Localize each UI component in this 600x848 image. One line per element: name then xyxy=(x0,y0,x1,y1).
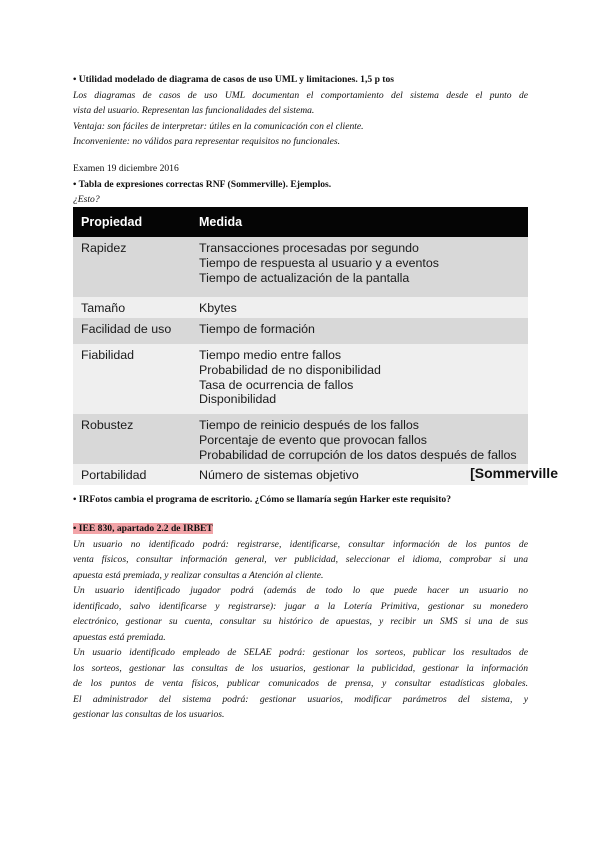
paragraph-line: Un usuario identificado empleado de SELAE podrá: gestionar los sorteos, publicar los resultados de xyxy=(73,647,528,658)
table-row xyxy=(73,237,528,297)
row-property: Portabilidad xyxy=(81,468,147,482)
row-property: Fiabilidad xyxy=(81,348,135,362)
row-measure: Número de sistemas objetivo xyxy=(199,468,359,482)
paragraph-line: Inconveniente: no válidos para representar requisitos no funcionales. xyxy=(73,136,340,147)
paragraph-line: apuesta está premiada, y realizar consultas a Atención al cliente. xyxy=(73,569,324,581)
paragraph-line: Un usuario identificado jugador podrá (además de todo lo que puede hacer un usuario no xyxy=(73,585,528,596)
question-text: ¿Esto? xyxy=(73,194,100,205)
section-exam xyxy=(73,161,528,208)
row-property: Robustez xyxy=(81,418,134,432)
paragraph-line: gestionar las consultas de los usuarios. xyxy=(73,709,225,720)
table-row xyxy=(73,464,558,485)
table-row xyxy=(73,344,528,414)
paragraph-line: de los puntos de venta físicos, publicar comunicados de prensa, y consultar estadísticas globales. xyxy=(73,678,528,689)
exam-date: Examen 19 diciembre 2016 xyxy=(73,163,179,174)
paragraph-line: los sorteos, gestionar las consultas de los usuarios, gestionar la publicidad, gestionar la información xyxy=(73,662,528,674)
table-row xyxy=(73,297,528,318)
highlighted-heading: • IEE 830, apartado 2.2 de IRBET xyxy=(73,523,213,534)
row-measure: Tiempo de reinicio después de los fallos Porcentaje de evento que provocan fallos Probabilidad de corrupción de los datos después de fallos xyxy=(199,418,517,462)
table-header xyxy=(73,207,528,237)
paragraph-line: Un usuario no identificado podrá: registrarse, identificarse, consultar información de los puntos de xyxy=(73,538,528,550)
section-heading: • Utilidad modelado de diagrama de casos de uso UML y limitaciones. 1,5 p tos xyxy=(73,74,395,85)
section-ieee830 xyxy=(73,521,528,723)
header-propiedad: Propiedad xyxy=(81,215,143,229)
paragraph-line: identificado, salvo identificarse y registrarse): jugar a la Lotería Primitiva, gestionar su monedero xyxy=(73,600,528,612)
section-uml-use-case xyxy=(73,72,528,150)
row-measure: Transacciones procesadas por segundo Tiempo de respuesta al usuario y a eventos Tiempo de actualización de la pantalla xyxy=(199,241,439,285)
row-measure: Tiempo de formación xyxy=(199,322,315,336)
row-property: Rapidez xyxy=(81,241,127,255)
paragraph-line: Ventaja: son fáciles de interpretar: útiles en la comunicación con el cliente. xyxy=(73,120,364,132)
paragraph-line: El administrador del sistema podrá: gestionar usuarios, modificar parámetros del sistema, y xyxy=(73,693,528,705)
section-heading: • IRFotos cambia el programa de escritorio. ¿Cómo se llamaría según Harker este requisito? xyxy=(73,494,451,505)
row-measure: Tiempo medio entre fallos Probabilidad de no disponibilidad Tasa de ocurrencia de fallos Disponibilidad xyxy=(199,348,381,407)
citation: [Sommerville xyxy=(470,465,558,481)
row-measure: Kbytes xyxy=(199,301,237,315)
rnf-table xyxy=(73,207,558,485)
row-property: Tamaño xyxy=(81,301,126,315)
section-irfotos xyxy=(73,492,528,508)
paragraph-line: Los diagramas de casos de uso UML documentan el comportamiento del sistema desde el punto de xyxy=(73,89,528,101)
table-row xyxy=(73,318,528,344)
section-heading: • Tabla de expresiones correctas RNF (Sommerville). Ejemplos. xyxy=(73,178,332,190)
paragraph-line: vista del usuario. Representan las funcionalidades del sistema. xyxy=(73,105,315,116)
row-property: Facilidad de uso xyxy=(81,322,172,336)
paragraph-line: venta físicos, consultar información general, ver publicidad, seleccionar el idioma, comprobar si una xyxy=(73,554,528,565)
header-medida: Medida xyxy=(199,215,243,229)
paragraph-line: electrónico, gestionar su cuenta, consultar su histórico de apuestas, y recibir un SMS si una de sus xyxy=(73,616,528,627)
table-row xyxy=(73,414,528,464)
paragraph-line: apuestas está premiada. xyxy=(73,631,166,643)
